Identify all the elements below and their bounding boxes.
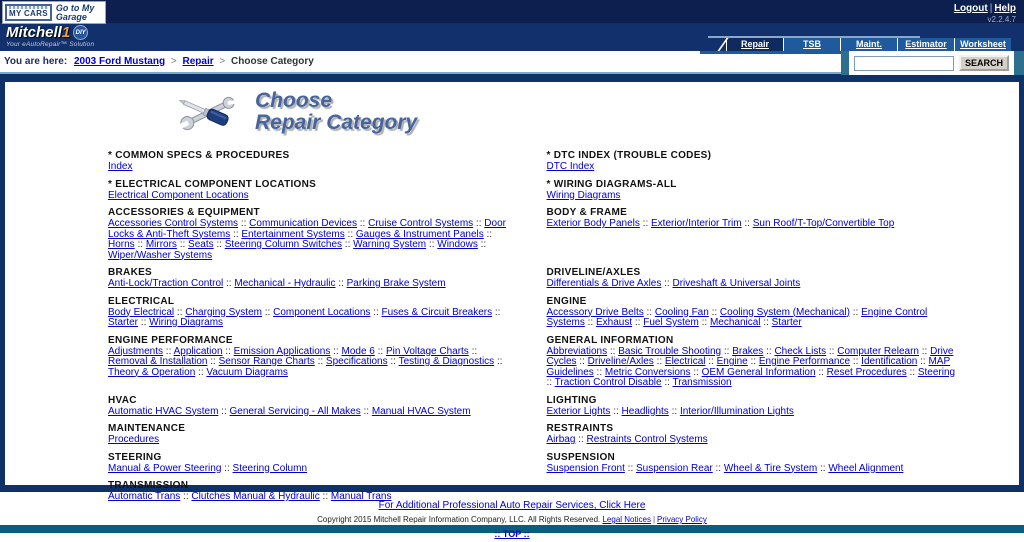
category-link[interactable]: Wheel Alignment: [828, 462, 904, 474]
category-link[interactable]: Driveline/Axles: [587, 356, 654, 367]
link-separator: ::: [584, 317, 596, 328]
category-link[interactable]: Engine: [716, 356, 748, 367]
link-separator: ::: [426, 239, 438, 250]
link-separator: ::: [690, 366, 702, 378]
category-link[interactable]: Body Electrical: [108, 306, 175, 318]
link-separator: ::: [708, 306, 720, 318]
category-link[interactable]: Reset Procedures: [826, 366, 907, 378]
breadcrumb-repair-link[interactable]: Repair: [182, 56, 214, 67]
link-separator: ::: [849, 306, 862, 318]
breadcrumb-row: [0, 51, 1024, 72]
category-link[interactable]: Wheel & Tire System: [723, 462, 818, 474]
category-link[interactable]: Drive Cycles: [546, 345, 954, 367]
title-line1: Choose: [255, 89, 333, 112]
category-link[interactable]: Manual HVAC System: [371, 405, 471, 417]
category-link[interactable]: Exterior Lights: [546, 405, 611, 417]
category-section: [547, 423, 958, 446]
category-link[interactable]: Mechanical - Hydraulic: [234, 278, 336, 289]
link-separator: ::: [826, 345, 838, 357]
category-heading: * COMMON SPECS & PROCEDURES: [108, 150, 290, 161]
category-links: [547, 279, 958, 290]
breadcrumb-separator: >: [219, 56, 226, 67]
category-links: [108, 191, 519, 202]
privacy-policy-link[interactable]: Privacy Policy: [657, 515, 707, 524]
category-link[interactable]: Abbreviations: [546, 345, 608, 357]
category-grid: [5, 136, 1019, 509]
category-section: [108, 267, 519, 290]
category-section: [108, 150, 519, 173]
category-links: [108, 219, 519, 261]
link-separator: ::: [163, 345, 174, 357]
category-link[interactable]: Basic Trouble Shooting: [618, 345, 722, 357]
category-section: [547, 296, 958, 329]
category-link[interactable]: Door Locks & Anti-Theft Systems: [108, 218, 506, 240]
category-link[interactable]: Brakes: [732, 345, 764, 357]
link-separator: ::: [314, 356, 326, 367]
tab-repair[interactable]: Repair: [726, 38, 783, 51]
category-section: [547, 267, 958, 290]
category-heading: MAINTENANCE: [108, 423, 186, 434]
link-separator: ::: [180, 491, 192, 502]
link-separator: ::: [763, 345, 775, 357]
category-link[interactable]: Accessories Control Systems: [108, 218, 239, 229]
category-heading: * DTC INDEX (TROUBLE CODES): [546, 150, 712, 161]
footer-services-link[interactable]: For Additional Professional Auto Repair Services, Click Here: [378, 500, 646, 511]
category-links: [547, 435, 958, 446]
link-separator: ::: [607, 345, 619, 357]
link-separator: ::: [906, 366, 918, 378]
category-section: [547, 335, 958, 389]
category-link[interactable]: Removal & Installation: [108, 356, 208, 367]
legal-notices-link[interactable]: Legal Notices: [602, 515, 651, 524]
category-link[interactable]: Adjustments: [108, 345, 164, 357]
go-to-garage-label: Go to My Garage: [55, 2, 95, 22]
top-bar: [0, 0, 1024, 23]
category-section: [108, 335, 519, 389]
category-link[interactable]: Restraints Control Systems: [586, 434, 708, 445]
category-link[interactable]: Steering: [917, 366, 956, 378]
category-heading: ELECTRICAL: [108, 295, 175, 307]
link-separator: ::: [593, 366, 605, 378]
link-separator: ::: [760, 317, 772, 328]
link-separator: ::: [360, 405, 372, 417]
category-links: [108, 435, 519, 446]
category-link[interactable]: General Servicing - All Makes: [229, 405, 361, 417]
category-link[interactable]: Sun Roof/T-Top/Convertible Top: [752, 218, 895, 229]
category-link[interactable]: Exhaust: [595, 317, 633, 328]
search-input[interactable]: [854, 56, 954, 71]
category-link[interactable]: Wiring Diagrams: [149, 317, 224, 328]
category-link[interactable]: Airbag: [546, 434, 576, 445]
top-links-divider: |: [989, 3, 993, 14]
link-separator: ::: [176, 239, 189, 250]
category-link[interactable]: Steering Column Switches: [224, 239, 343, 250]
link-separator: ::: [238, 218, 250, 229]
link-separator: ::: [218, 405, 230, 417]
link-separator: ::: [261, 306, 274, 318]
category-link[interactable]: Cooling Fan: [654, 306, 709, 318]
category-link[interactable]: Clutches Manual & Hydraulic: [191, 491, 320, 502]
breadcrumb-vehicle-link[interactable]: 2003 Ford Mustang: [73, 56, 166, 67]
category-link[interactable]: Metric Conversions: [604, 366, 691, 378]
top-links: [954, 3, 1016, 24]
category-section: [108, 207, 519, 261]
category-link[interactable]: Emission Applications: [233, 345, 331, 357]
category-section: [108, 296, 519, 329]
category-section: [108, 395, 519, 418]
help-link[interactable]: Help: [994, 3, 1016, 14]
link-separator: ::: [705, 356, 717, 367]
category-link[interactable]: Electrical: [664, 356, 706, 367]
tab-tsb[interactable]: TSB: [783, 38, 840, 51]
link-separator: ::: [223, 278, 235, 289]
copyright-line: [0, 515, 1024, 524]
link-separator: ::: [747, 356, 759, 367]
category-link[interactable]: Vacuum Diagrams: [206, 366, 288, 378]
category-heading: HVAC: [108, 394, 137, 406]
category-links: [108, 464, 519, 475]
category-link[interactable]: Procedures: [108, 434, 160, 445]
category-link[interactable]: Starter: [771, 317, 802, 328]
category-section: [547, 395, 958, 418]
category-links: [108, 347, 519, 379]
category-link[interactable]: Exterior/Interior Trim: [651, 218, 742, 229]
logo-wordmark: Mitchell1: [6, 24, 71, 41]
link-separator: ::: [357, 218, 369, 229]
category-link[interactable]: Charging System: [185, 306, 262, 318]
link-separator: ::: [230, 228, 242, 240]
category-section: [547, 452, 958, 475]
link-separator: ::: [815, 366, 827, 378]
brand-bar: [0, 23, 1024, 51]
link-separator: ::: [721, 345, 733, 357]
page-title-text: [255, 90, 417, 134]
category-heading: * WIRING DIAGRAMS-ALL: [546, 178, 677, 190]
link-separator: ::: [483, 228, 493, 240]
category-heading: ACCESSORIES & EQUIPMENT: [108, 207, 260, 218]
category-link[interactable]: Automatic HVAC System: [108, 405, 219, 417]
link-separator: ::: [741, 218, 753, 229]
link-separator: ::: [468, 345, 478, 357]
link-separator: ::: [575, 434, 587, 445]
breadcrumb-current: Choose Category: [231, 56, 314, 67]
category-links: [108, 279, 519, 290]
link-separator: ::: [712, 462, 724, 474]
logo-tagline: Your eAutoRepair™ Solution: [6, 41, 95, 48]
category-link[interactable]: Wiring Diagrams: [546, 189, 621, 201]
category-links: [547, 219, 958, 230]
category-link[interactable]: Component Locations: [273, 306, 371, 318]
link-separator: ::: [330, 345, 342, 357]
category-section: [108, 179, 519, 202]
title-line2: Repair Category: [255, 111, 418, 134]
category-link[interactable]: Index: [108, 161, 133, 172]
category-link[interactable]: OEM General Information: [701, 366, 816, 378]
category-link[interactable]: Warning System: [353, 239, 427, 250]
category-link[interactable]: Headlights: [621, 405, 669, 417]
category-heading: BODY & FRAME: [546, 207, 628, 218]
link-separator: ::: [134, 239, 146, 250]
link-separator: ::: [370, 306, 382, 318]
category-heading: DRIVELINE/AXLES: [546, 267, 641, 278]
category-links: [108, 162, 519, 173]
footer-divider: |: [652, 515, 656, 524]
category-link[interactable]: Entertainment Systems: [241, 228, 345, 240]
link-separator: ::: [668, 405, 680, 417]
link-separator: ::: [661, 377, 673, 388]
category-link[interactable]: Fuses & Circuit Breakers: [381, 306, 493, 318]
category-link[interactable]: Mode 6: [341, 345, 375, 357]
main-content: [0, 74, 1024, 502]
category-link[interactable]: Horns: [108, 239, 135, 250]
link-separator: ::: [653, 356, 665, 367]
copyright-text: Copyright 2015 Mitchell Repair Information Company, LLC. All Rights Reserved.: [317, 515, 601, 524]
logout-link[interactable]: Logout: [953, 3, 988, 14]
category-heading: RESTRAINTS: [546, 423, 614, 434]
category-links: [547, 162, 958, 173]
mitchell1-logo[interactable]: [6, 25, 94, 48]
category-link[interactable]: Mirrors: [145, 239, 177, 250]
link-separator: ::: [207, 356, 219, 367]
version-label: v2.2.4.7: [987, 15, 1016, 24]
link-separator: ::: [576, 356, 588, 367]
link-separator: ::: [387, 356, 399, 367]
category-link[interactable]: Electrical Component Locations: [108, 189, 249, 201]
link-separator: ::: [174, 306, 186, 318]
category-link[interactable]: MAP Guidelines: [546, 356, 951, 378]
category-link[interactable]: Windows: [437, 239, 478, 250]
link-separator: ::: [492, 306, 501, 318]
link-separator: ::: [342, 239, 354, 250]
link-separator: ::: [473, 218, 485, 229]
category-heading: STEERING: [108, 451, 162, 463]
category-link[interactable]: Sensor Range Charts: [218, 356, 315, 367]
breadcrumb-prefix: You are here:: [4, 56, 68, 67]
category-link[interactable]: Suspension Rear: [636, 462, 713, 474]
category-heading: ENGINE PERFORMANCE: [108, 334, 233, 346]
category-heading: SUSPENSION: [546, 451, 616, 463]
link-separator: ::: [222, 345, 234, 357]
category-link[interactable]: Steering Column: [232, 462, 308, 474]
tools-icon: [175, 90, 241, 136]
link-separator: ::: [661, 278, 673, 289]
category-section: [547, 179, 958, 202]
category-links: [547, 464, 958, 475]
breadcrumb-separator: >: [170, 56, 177, 67]
category-link[interactable]: Manual & Power Steering: [108, 462, 222, 474]
category-heading: ENGINE: [546, 295, 587, 307]
link-separator: ::: [917, 356, 929, 367]
category-link[interactable]: Parking Brake System: [346, 278, 446, 289]
category-link[interactable]: Mechanical: [709, 317, 761, 328]
category-links: [108, 407, 519, 418]
category-link[interactable]: Fuel System: [643, 317, 699, 328]
category-link[interactable]: Starter: [108, 317, 139, 328]
category-link[interactable]: Engine Control Systems: [546, 306, 928, 328]
link-separator: ::: [632, 317, 644, 328]
category-link[interactable]: Identification: [861, 356, 918, 367]
search-button[interactable]: SEARCH: [959, 55, 1009, 71]
category-heading: GENERAL INFORMATION: [546, 334, 674, 346]
my-cars-garage-button[interactable]: [2, 1, 106, 24]
link-separator: ::: [319, 491, 331, 502]
category-link[interactable]: Check Lists: [774, 345, 827, 357]
tab-estimator[interactable]: Estimator: [897, 38, 954, 51]
link-separator: ::: [610, 405, 622, 417]
search-area: [841, 51, 1024, 75]
category-links: [547, 191, 958, 202]
link-separator: ::: [494, 356, 503, 367]
category-link[interactable]: Transmission: [672, 377, 732, 388]
link-separator: ::: [213, 239, 225, 250]
link-separator: ::: [344, 228, 356, 240]
category-heading: BRAKES: [108, 267, 153, 278]
page-title: [5, 82, 1019, 136]
category-link[interactable]: Traction Control Disable: [554, 377, 662, 388]
link-separator: ::: [698, 317, 710, 328]
category-heading: LIGHTING: [546, 394, 597, 406]
category-link[interactable]: Theory & Operation: [108, 366, 196, 378]
category-link[interactable]: Seats: [188, 239, 214, 250]
link-separator: ::: [335, 278, 347, 289]
link-separator: ::: [918, 345, 931, 357]
link-separator: ::: [477, 239, 487, 250]
nav-tabs: [714, 38, 1011, 51]
category-link[interactable]: Manual Trans: [330, 491, 392, 502]
link-separator: ::: [850, 356, 862, 367]
category-link[interactable]: Exterior Body Panels: [546, 218, 640, 229]
link-separator: ::: [221, 462, 233, 474]
top-link[interactable]: :: TOP ::: [494, 529, 530, 539]
link-separator: ::: [138, 317, 150, 328]
plate-text: MY CARS: [9, 9, 48, 18]
category-link[interactable]: Gauges & Instrument Panels: [355, 228, 484, 240]
link-separator: ::: [546, 377, 555, 388]
category-link[interactable]: Pin Voltage Charts: [385, 345, 469, 357]
category-links: [547, 308, 958, 329]
category-link[interactable]: Testing & Diagnostics: [398, 356, 495, 367]
category-link[interactable]: Interior/Illumination Lights: [679, 405, 794, 417]
category-section: [108, 423, 519, 446]
diy-badge: DIY: [73, 25, 88, 40]
category-link[interactable]: Differentials & Drive Axles: [546, 278, 662, 289]
link-separator: ::: [817, 462, 829, 474]
category-link[interactable]: Automatic Trans: [108, 491, 181, 502]
category-heading: TRANSMISSION: [108, 480, 189, 491]
category-link[interactable]: Anti-Lock/Traction Control: [108, 278, 224, 289]
license-plate-icon: [5, 4, 52, 21]
link-separator: ::: [374, 345, 386, 357]
category-link[interactable]: Accessory Drive Belts: [546, 306, 644, 318]
category-link[interactable]: Specifications: [325, 356, 388, 367]
category-links: [547, 407, 958, 418]
category-link[interactable]: Wiper/Washer Systems: [108, 249, 213, 261]
category-heading: * ELECTRICAL COMPONENT LOCATIONS: [108, 178, 317, 190]
category-link[interactable]: Cooling System (Mechanical): [719, 306, 850, 318]
category-link[interactable]: Computer Relearn: [837, 345, 919, 357]
category-section: [108, 452, 519, 475]
category-links: [108, 308, 519, 329]
search-panel: [849, 51, 1014, 75]
category-section: [547, 207, 958, 261]
link-separator: ::: [195, 366, 207, 378]
category-link[interactable]: Engine Performance: [758, 356, 851, 367]
category-link[interactable]: Driveshaft & Universal Joints: [672, 278, 801, 289]
tab-maint[interactable]: Maint.: [840, 38, 897, 51]
category-link[interactable]: DTC Index: [546, 161, 595, 172]
category-link[interactable]: Application: [173, 345, 223, 357]
category-link[interactable]: Cruise Control Systems: [368, 218, 474, 229]
link-separator: ::: [624, 462, 637, 474]
link-separator: ::: [643, 306, 655, 318]
tab-worksheet[interactable]: Worksheet: [954, 38, 1011, 51]
category-link[interactable]: Communication Devices: [249, 218, 357, 229]
category-links: [547, 347, 958, 389]
category-section: [547, 150, 958, 173]
link-separator: ::: [639, 218, 652, 229]
category-link[interactable]: Suspension Front: [546, 462, 625, 474]
